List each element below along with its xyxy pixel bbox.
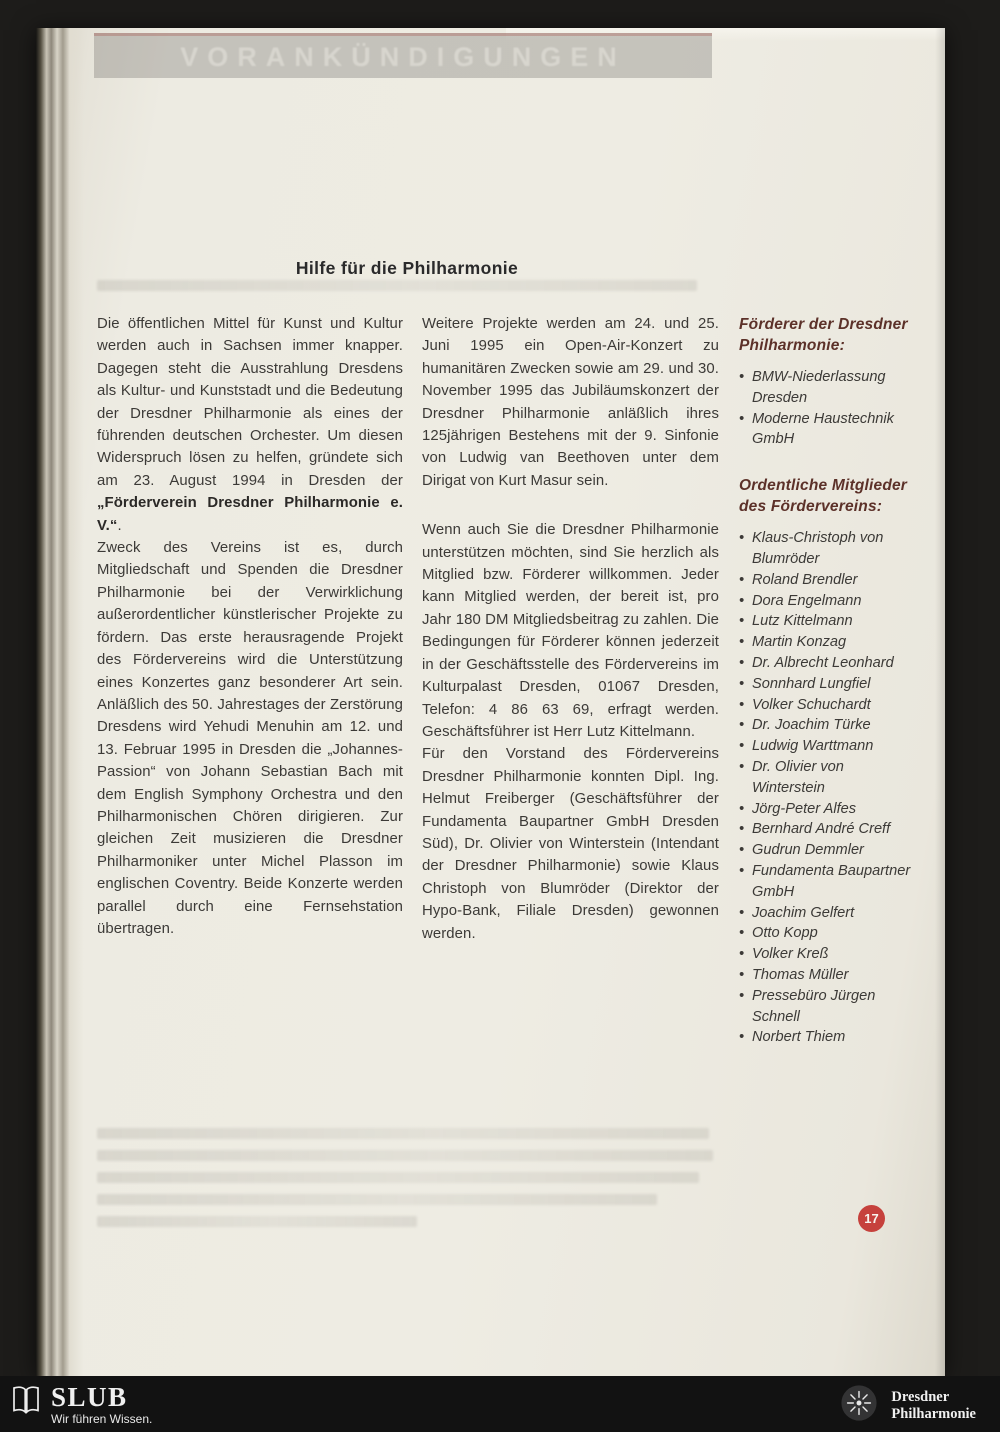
member-name: Fundamenta Baupartner GmbH <box>752 862 911 900</box>
list-item <box>739 611 917 632</box>
list-item <box>739 819 917 840</box>
member-name: Volker Kreß <box>752 946 829 963</box>
paragraph: Weitere Projekte werden am 24. und 25. Juni 1995 ein Open-Air-Konzert zu humanitären Zwecken sowie am 29. und 30. November 1995 das Jubiläumskonzert der Dresdner Philharmonie anläßlich ihres 125jährigen Bestehens mit der 9. Sinfonie von Ludwig van Beethoven unter dem Dirigat von Kurt Masur sein. <box>422 316 719 489</box>
member-list <box>739 528 917 1048</box>
slub-text-block <box>51 1383 152 1426</box>
sidebar-heading-sponsors: Förderer der Dresdner Philharmonie: <box>739 316 908 354</box>
bleedthrough-line <box>97 1216 417 1227</box>
member-name: Dr. Joachim Türke <box>752 717 871 734</box>
list-item <box>739 653 917 674</box>
member-name: Volker Schuchardt <box>752 696 871 713</box>
member-name: Lutz Kittelmann <box>752 613 853 630</box>
list-item <box>739 570 917 591</box>
viewer-footer <box>0 1376 1000 1432</box>
list-item <box>739 861 917 903</box>
bleedthrough-line <box>97 280 697 291</box>
member-name: Dora Engelmann <box>752 592 862 609</box>
paragraph <box>97 313 403 537</box>
list-item <box>739 757 917 799</box>
slub-title: SLUB <box>51 1382 128 1412</box>
member-name: Martin Konzag <box>752 634 847 651</box>
paragraph-text: . <box>117 517 122 534</box>
list-item <box>739 840 917 861</box>
member-name: Jörg-Peter Alfes <box>752 800 857 817</box>
page-number-badge: 17 <box>858 1205 885 1232</box>
sidebar-sponsors <box>739 315 917 1048</box>
paragraph-text: Die öffentlichen Mittel für Kunst und Kultur werden auch in Sachsen immer knapper. Dagegen steht die Ausstrahlung Dresdens als Kultur- und Kunststadt und die Bedeutung der Dresdner Philharmonie als eines der führenden deutschen Orchester. Um diesen Widerspruch lösen zu helfen, gründete sich am 23. August 1994 in Dresden der <box>97 316 403 489</box>
member-name: Norbert Thiem <box>752 1029 846 1046</box>
bold-club-name: „Förderverein Dresdner Philharmonie e. V.“ <box>97 495 403 534</box>
list-item <box>739 944 917 965</box>
paragraph: Wenn auch Sie die Dresdner Philharmonie unterstützen möchten, sind Sie herzlich als Mitglied bzw. Förderer willkommen. Jeder kann Mitglied werden, der bereit ist, pro Jahr 180 DM Mitgliedsbeitrag zu zahlen. Die Bedingungen für Förderer können jederzeit in der Geschäftsstelle des Fördervereins im Kulturpalast Dresden, 01067 Dresden, Telefon: 4 86 63 69, erfragt werden. Geschäftsführer ist Herr Lutz Kittelmann. <box>422 522 719 740</box>
list-item <box>739 799 917 820</box>
bleedthrough-line <box>97 1128 709 1139</box>
slub-book-icon <box>10 1383 42 1422</box>
page-right-shadow <box>935 28 945 1376</box>
member-name: Joachim Gelfert <box>752 904 855 921</box>
paragraph: Zweck des Vereins ist es, durch Mitgliedschaft und Spenden die Dresdner Philharmonie bei der Verwirklichung außerordentlicher künstlerischer Projekte zu fördern. Das erste herausragende Projekt des Fördervereins wird die Unterstützung eines Konzertes ganz besonderer Art sein. Anläßlich des 50. Jahrestages der Zerstörung Dresdens wird Yehudi Menuhin am 12. und 13. Februar 1995 in Dresden die „Johannes-Passion“ von Johann Sebastian Bach mit dem English Symphony Orchestra und den Philharmonischen Chören dirigieren. Zur gleichen Zeit musizieren die Dresdner Philharmoniker unter Michel Plasson im englischen Coventry. Beide Konzerte werden parallel durch eine Fernsehstation übertragen. <box>97 540 403 937</box>
philharmonie-logo-icon <box>840 1384 878 1427</box>
sponsor-name: Moderne Haustechnik GmbH <box>752 410 894 448</box>
bleedthrough-band <box>94 33 712 78</box>
bleedthrough-line <box>97 1172 699 1183</box>
slub-subtitle: Wir führen Wissen. <box>51 1412 153 1426</box>
column-middle <box>422 313 719 945</box>
paragraph: Für den Vorstand des Fördervereins Dresdner Philharmonie konnten Dipl. Ing. Helmut Freiberger (Geschäftsführer der Fundamenta Baupartner GmbH Dresden Süd), Dr. Olivier von Winterstein (Intendant der Dresdner Philharmonie) sowie Klaus Christoph von Blumröder (Direktor der Hypo-Bank, Filiale Dresden) gewonnen werden. <box>422 746 719 942</box>
member-name: Pressebüro Jürgen Schnell <box>752 987 876 1025</box>
list-item <box>739 674 917 695</box>
member-name: Gudrun Demmler <box>752 842 864 859</box>
list-item <box>739 965 917 986</box>
list-item <box>739 591 917 612</box>
list-item <box>739 986 917 1028</box>
member-name: Dr. Olivier von Winterstein <box>752 758 844 796</box>
list-item <box>739 367 917 409</box>
list-item <box>739 923 917 944</box>
member-name: Ludwig Warttmann <box>752 738 874 755</box>
list-item <box>739 409 917 451</box>
member-name: Otto Kopp <box>752 925 818 942</box>
scanned-page <box>36 28 945 1376</box>
member-name: Dr. Albrecht Leonhard <box>752 654 894 671</box>
sponsor-name: BMW-Niederlassung Dresden <box>752 369 886 406</box>
list-item <box>739 528 917 570</box>
list-item <box>739 903 917 924</box>
member-name: Bernhard André Creff <box>752 821 891 838</box>
member-name: Klaus-Christoph von Blumröder <box>752 530 884 567</box>
list-item <box>739 1027 917 1048</box>
sponsor-list <box>739 367 917 450</box>
slub-branding <box>10 1383 152 1426</box>
list-item <box>739 632 917 653</box>
article-title: Hilfe für die Philharmonie <box>295 258 519 278</box>
philharmonie-line1: Dresdner <box>891 1388 950 1405</box>
bleedthrough-line <box>97 1194 657 1205</box>
sidebar-heading-members: Ordentliche Mitglieder des Fördervereins: <box>739 477 908 515</box>
philharmonie-branding <box>840 1384 976 1427</box>
list-item <box>739 736 917 757</box>
list-item <box>739 715 917 736</box>
book-spine-edge <box>36 28 84 1376</box>
member-name: Thomas Müller <box>752 966 849 983</box>
member-name: Sonnhard Lungfiel <box>752 675 871 692</box>
philharmonie-line2: Philharmonie <box>891 1405 976 1422</box>
member-name: Roland Brendler <box>752 571 858 588</box>
list-item <box>739 695 917 716</box>
philharmonie-text-block <box>891 1389 976 1423</box>
column-left <box>97 313 403 940</box>
bleedthrough-line <box>97 1150 713 1161</box>
bleedthrough-text: VORANKÜNDIGUNGEN <box>180 41 626 72</box>
